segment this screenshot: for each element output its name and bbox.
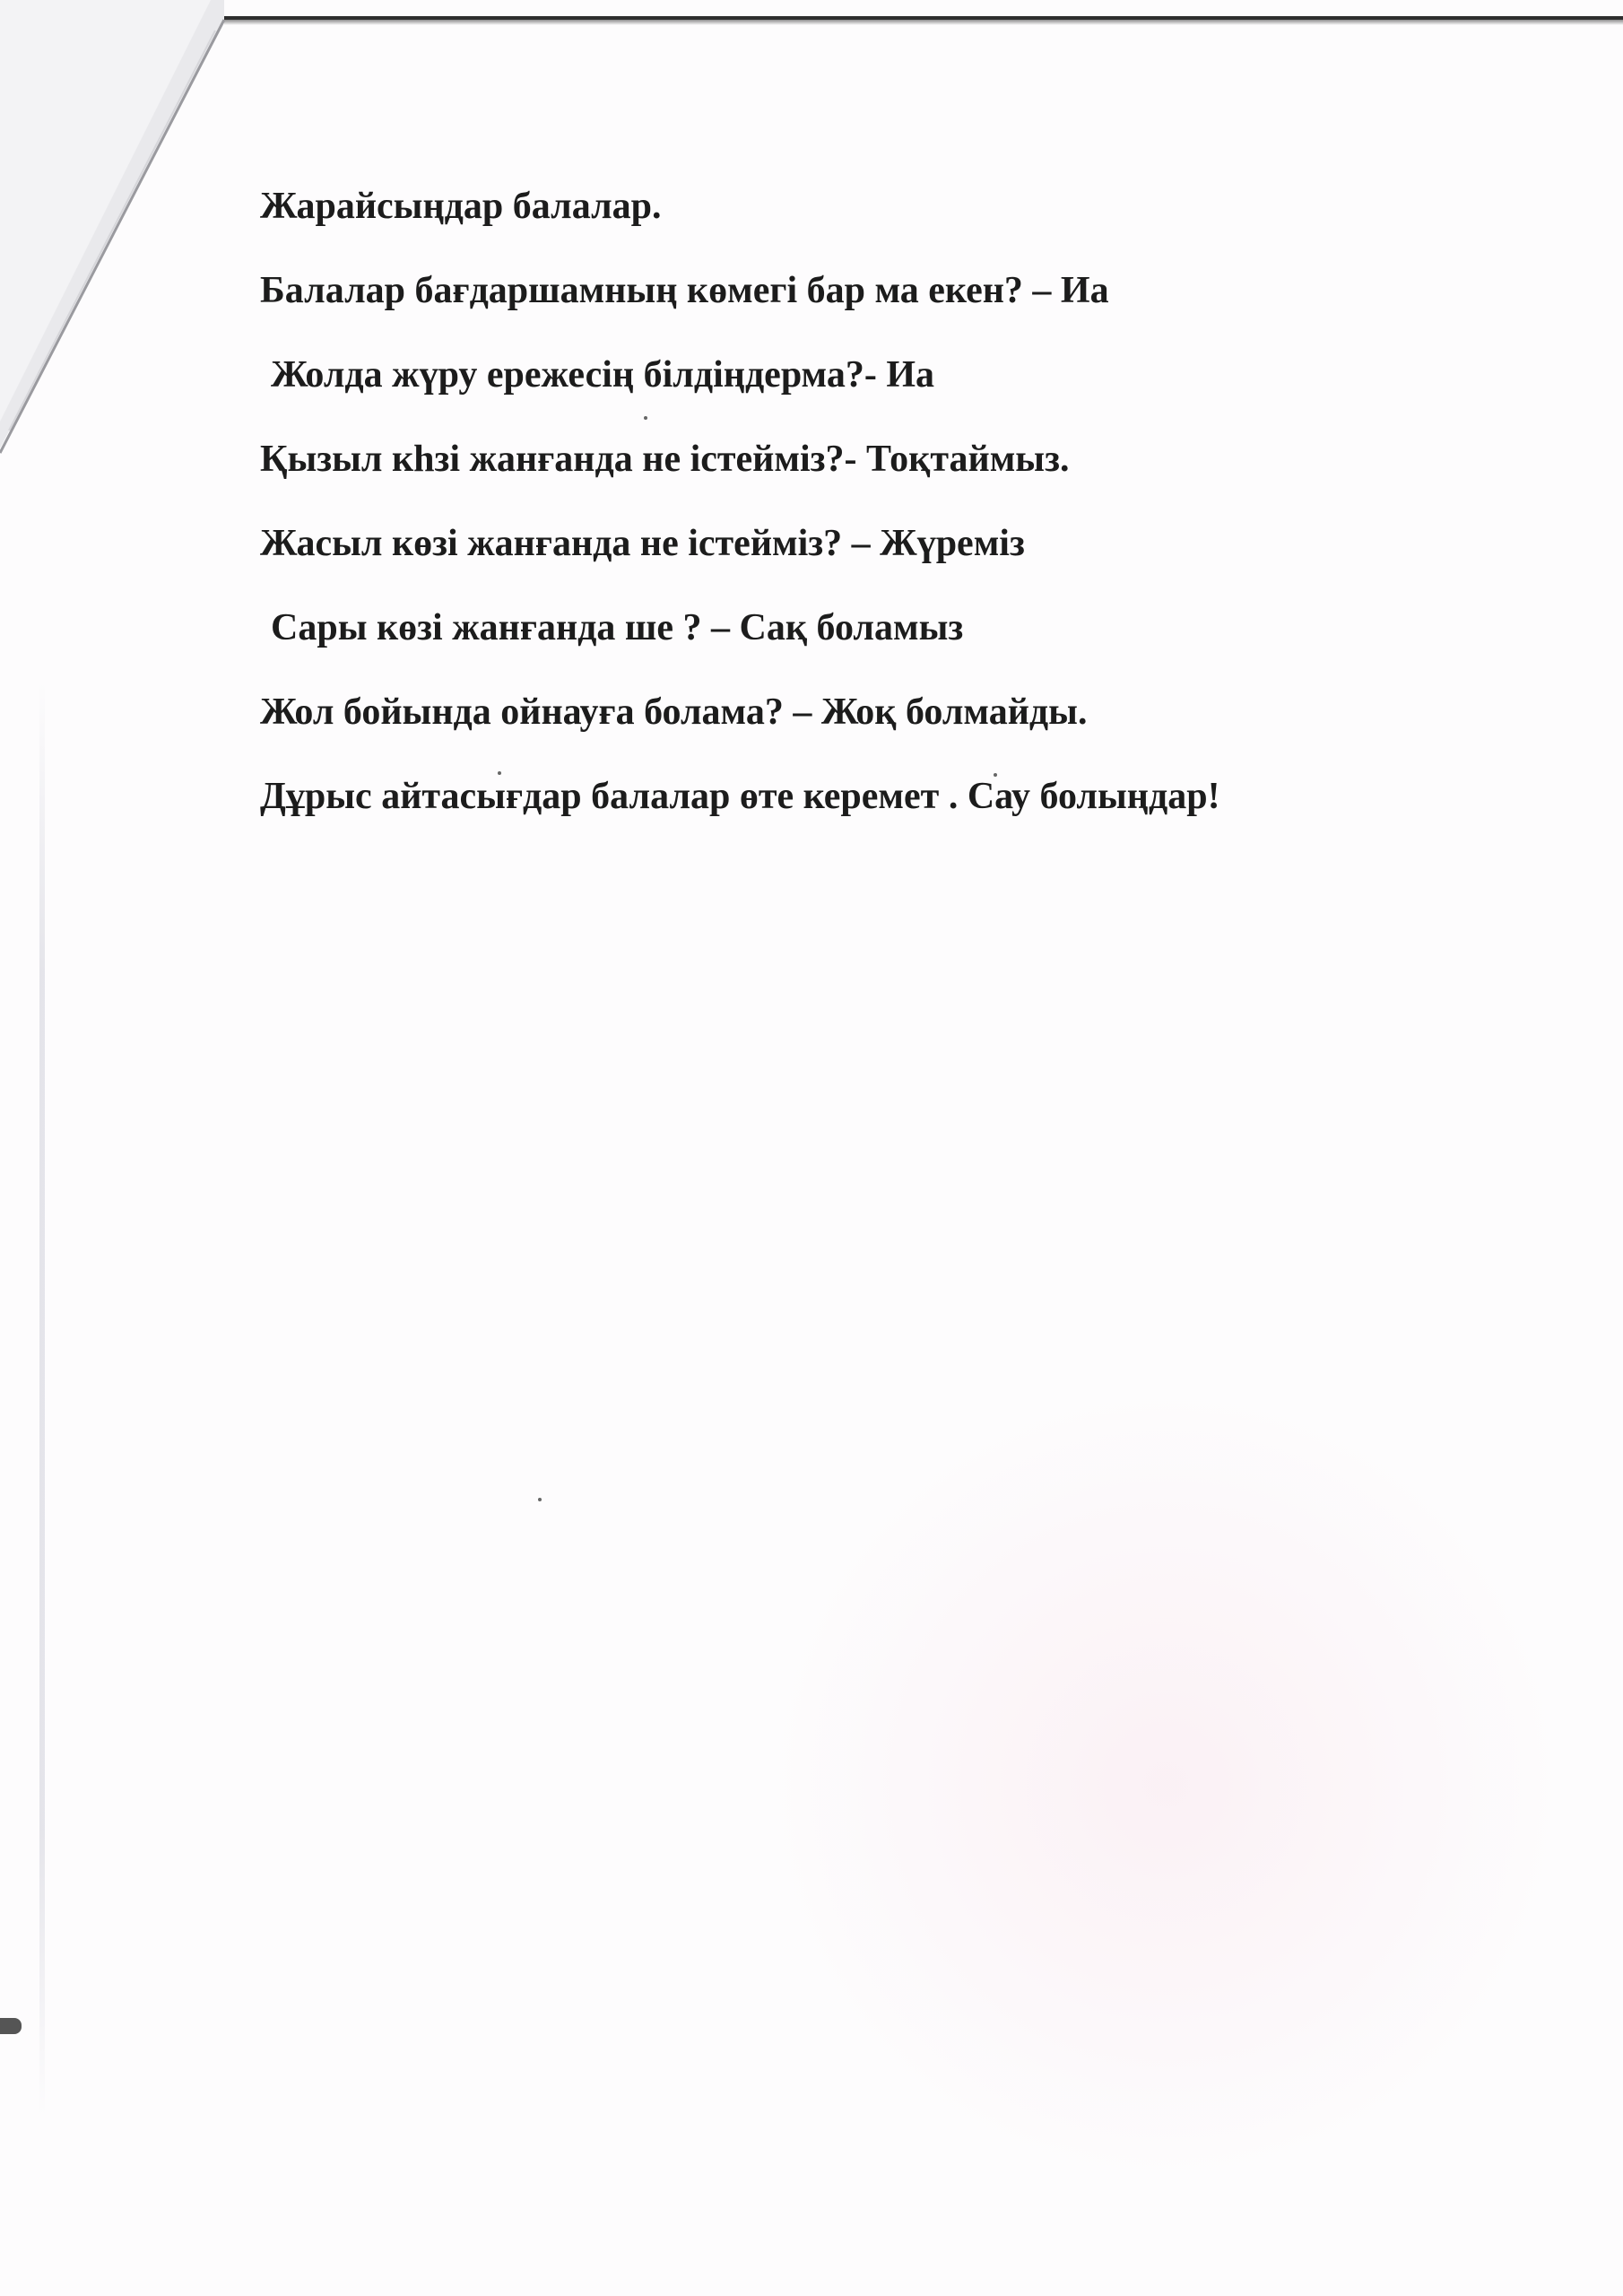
left-edge-mark <box>0 2018 22 2034</box>
text-line-2: Балалар бағдаршамның көмегі бар ма екен? – Иа <box>260 270 1109 311</box>
top-paper-edge <box>224 16 1623 20</box>
text-line-3: Жолда жүру ережесің білдіңдерма?- Иа <box>271 354 935 396</box>
text-line-1: Жарайсыңдар балалар. <box>260 186 662 227</box>
text-line-6: Сары көзі жанғанда ше ? – Сақ боламыз <box>271 607 964 648</box>
folded-corner <box>0 0 242 466</box>
text-line-5: Жасыл көзі жанғанда не істейміз? – Жүреміз <box>260 523 1025 564</box>
text-line-8: Дұрыс айтасығдар балалар өте керемет . Сау болыңдар! <box>260 776 1220 817</box>
paper-tint <box>762 1381 1569 2188</box>
text-line-4: Қызыл кһзі жанғанда не істейміз?- Тоқтаймыз. <box>260 439 1070 480</box>
document-text <box>260 179 1515 854</box>
text-line-7: Жол бойында ойнауға болама? – Жоқ болмайды. <box>260 691 1088 733</box>
left-margin-streak <box>39 682 45 2117</box>
speck <box>538 1498 542 1501</box>
